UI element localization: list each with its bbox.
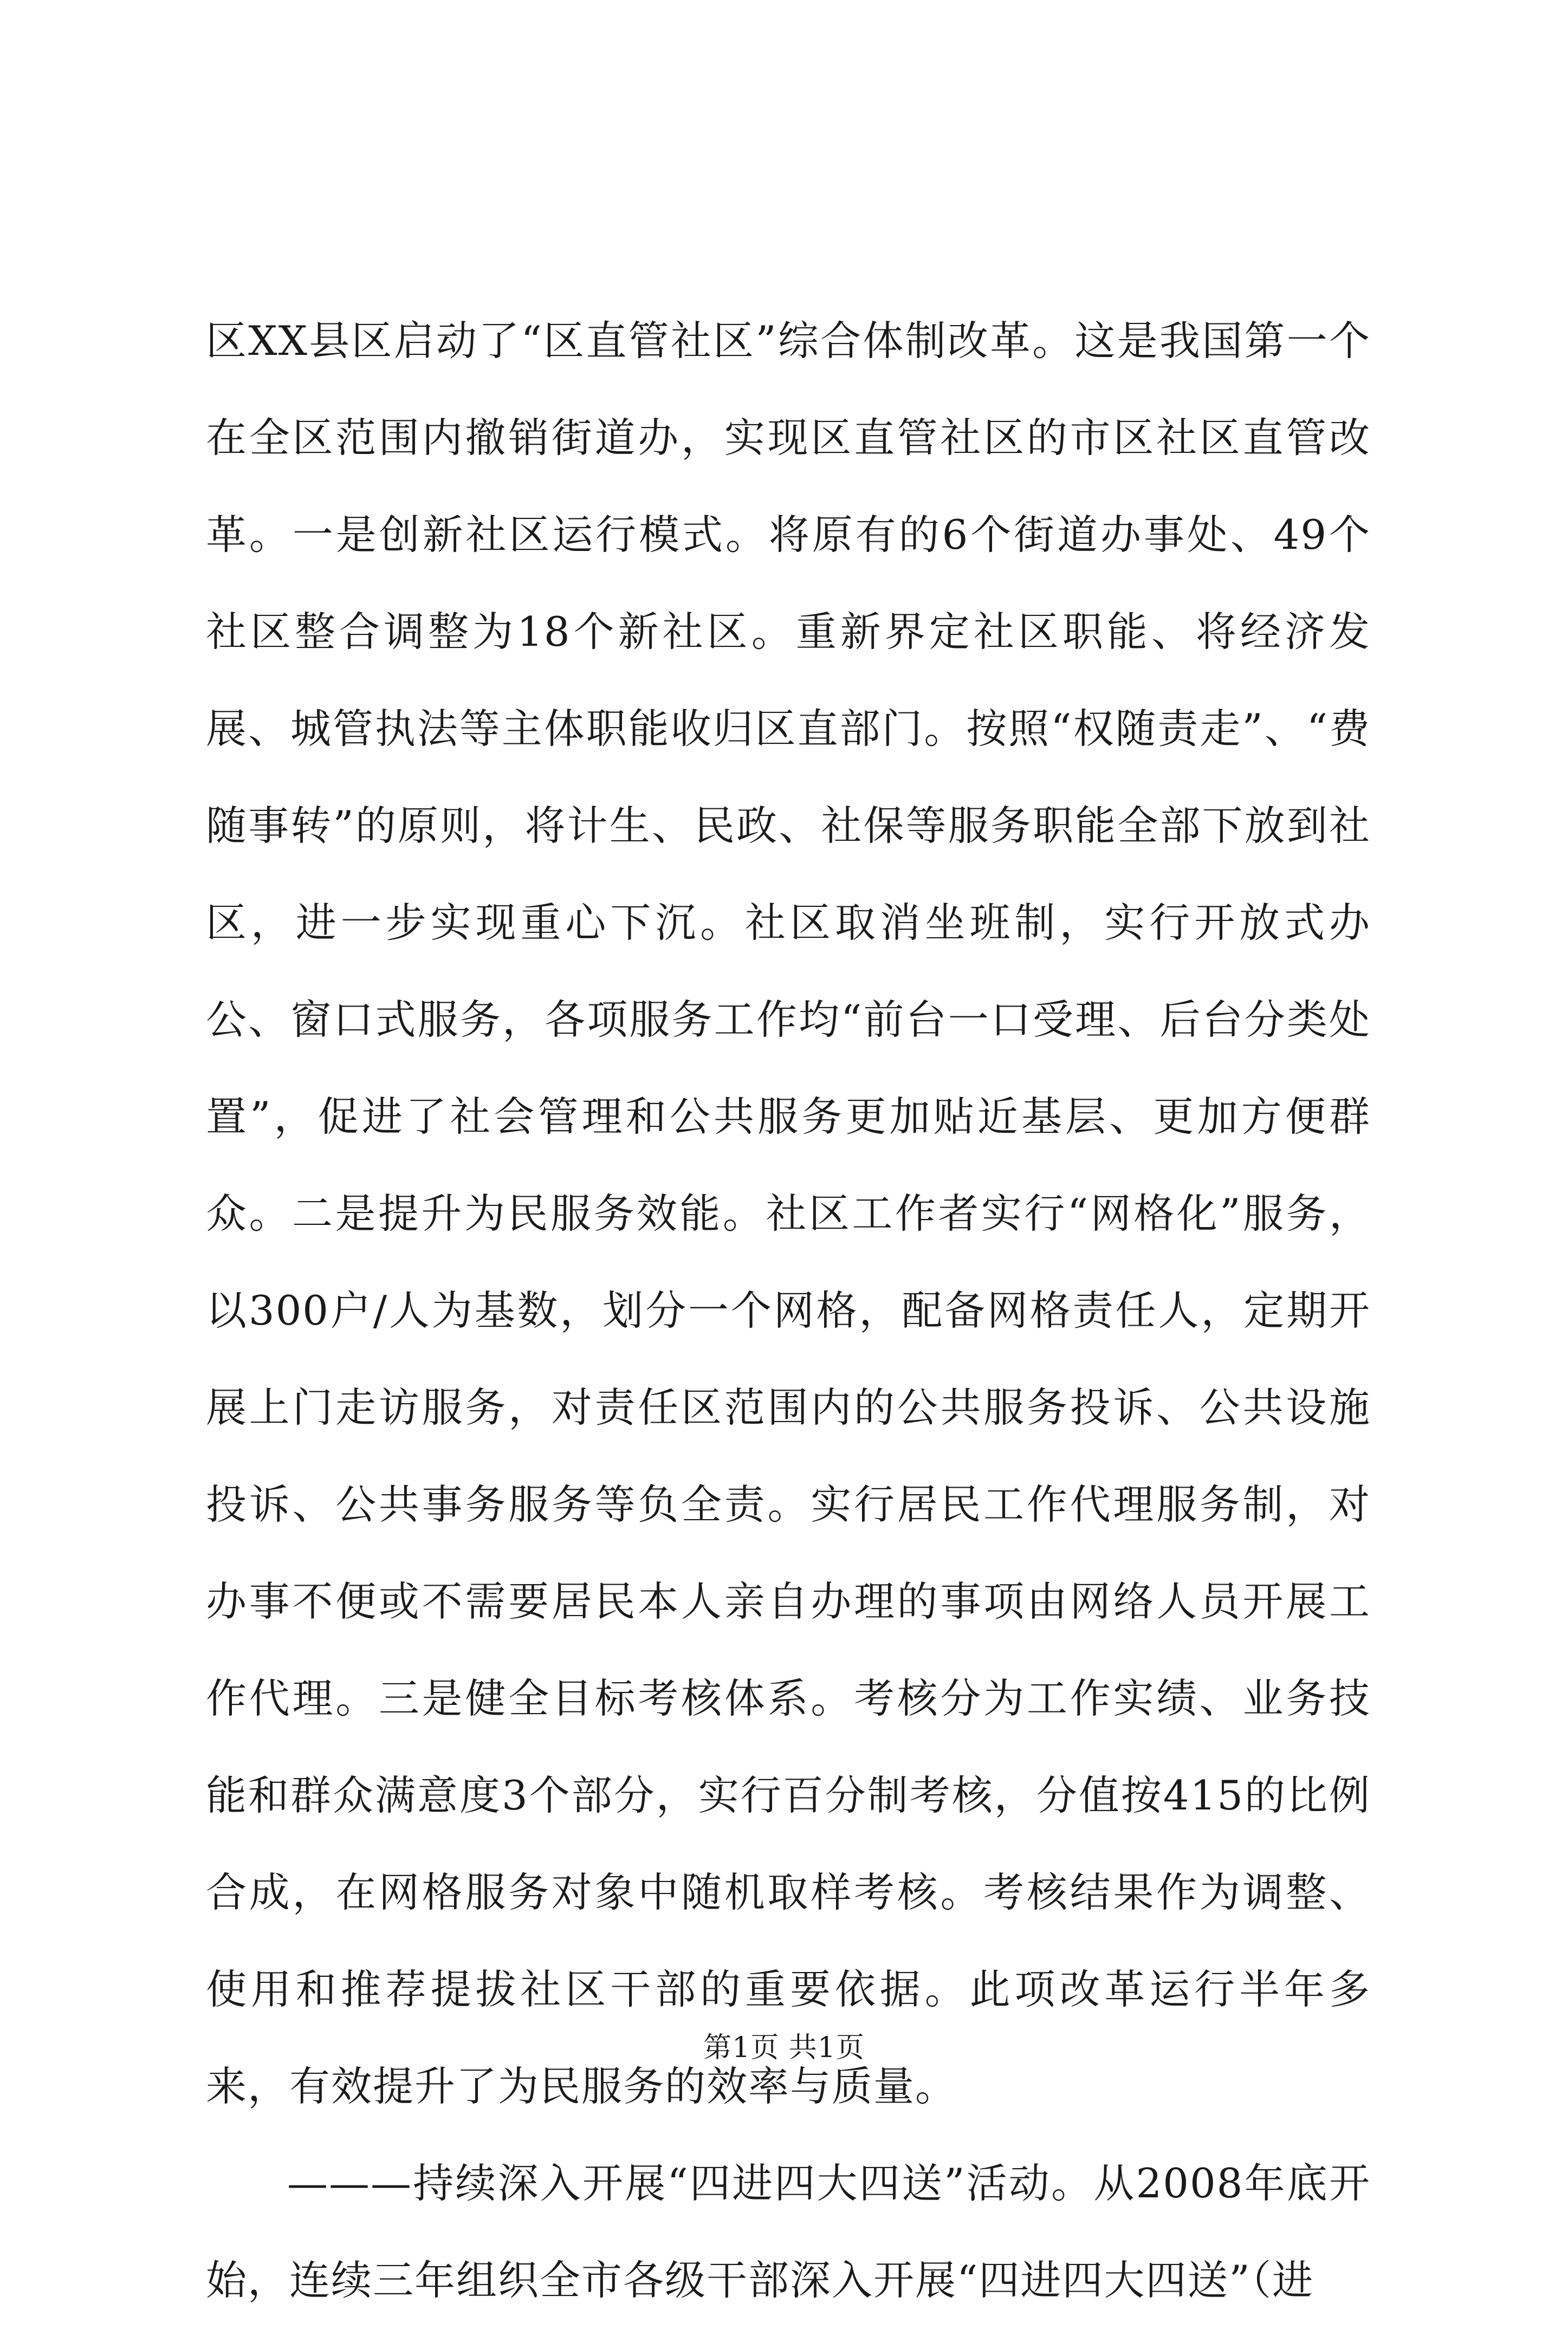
- document-body: [206, 293, 1371, 2329]
- body-paragraph-2: ———持续深入开展“四进四大四送”活动。从2008年底开始，连续三年组织全市各级干部深入开展“四进四大四送”（进: [206, 2159, 1371, 2304]
- page-footer: 第1页 共1页: [703, 2032, 865, 2064]
- body-paragraph-1: 区XX县区启动了“区直管社区”综合体制改革。这是我国第一个在全区范围内撤销街道办，实现区直管社区的市区社区直管改革。一是创新社区运行模式。将原有的6个街道办事处、49个社区整合调整为18个新社区。重新界定社区职能、将经济发展、城管执法等主体职能收归区直部门。按照“权随责走”、“费随事转”的原则，将计生、民政、社保等服务职能全部下放到社区，进一步实现重心下沉。社区取消坐班制，实行开放式办公、窗口式服务，各项服务工作均“前台一口受理、后台分类处置”，促进了社会管理和公共服务更加贴近基层、更加方便群众。二是提升为民服务效能。社区工作者实行“网格化”服务，以300户/人为基数，划分一个网格，配备网格责任人，定期开展上门走访服务，对责任区范围内的公共服务投诉、公共设施投诉、公共事务服务等负全责。实行居民工作代理服务制，对办事不便或不需要居民本人亲自办理的事项由网络人员开展工作代理。三是健全目标考核体系。考核分为工作实绩、业务技能和群众满意度3个部分，实行百分制考核，分值按415的比例合成，在网格服务对象中随机取样考核。考核结果作为调整、使用和推荐提拔社区干部的重要依据。此项改革运行半年多来，有效提升了为民服务的效率与质量。: [206, 317, 1371, 2110]
